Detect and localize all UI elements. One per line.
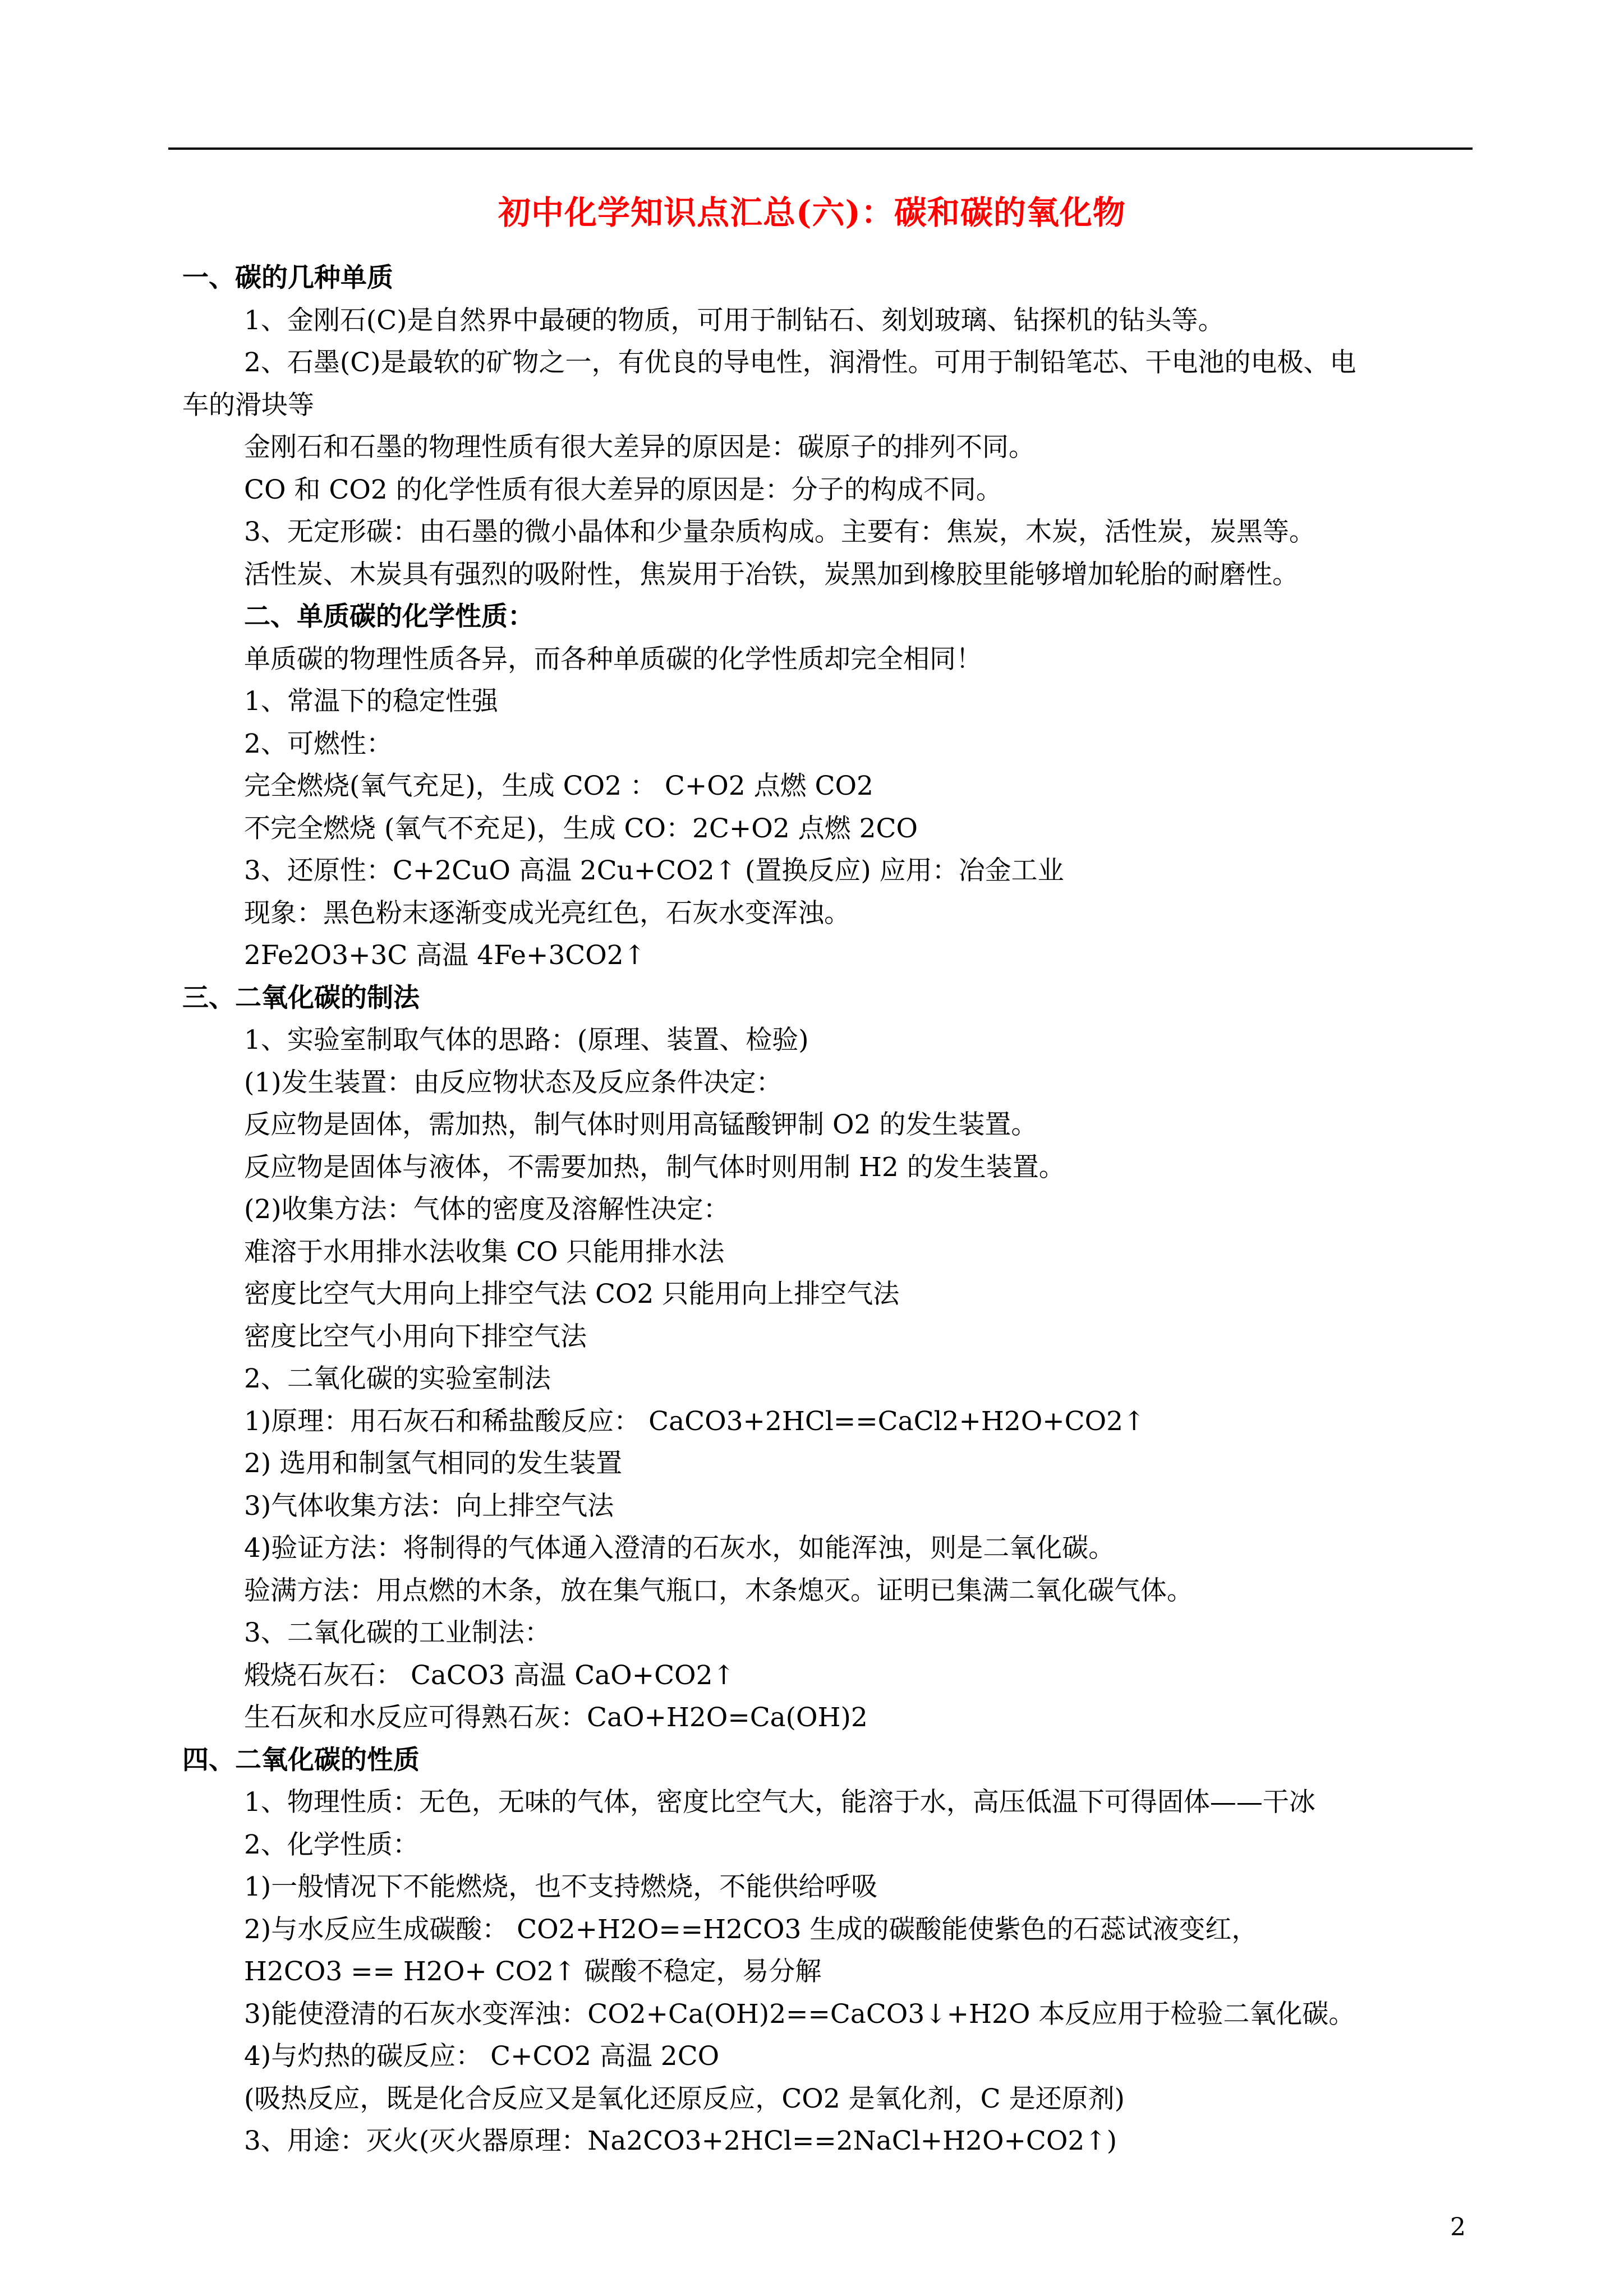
text-line: 金刚石和石墨的物理性质有很大差异的原因是：碳原子的排列不同。 — [244, 432, 1035, 463]
text-line: (2)收集方法：气体的密度及溶解性决定： — [244, 1194, 730, 1225]
text-line: 验满方法：用点燃的木条，放在集气瓶口，木条熄灭。证明已集满二氧化碳气体。 — [244, 1575, 1193, 1606]
section-heading: 一、碳的几种单质 — [182, 262, 393, 293]
text-line: 车的滑块等 — [182, 389, 314, 421]
text-line: 现象：黑色粉末逐渐变成光亮红色，石灰水变浑浊。 — [244, 897, 850, 929]
text-line: 1、物理性质：无色，无味的气体，密度比空气大，能溶于水，高压低温下可得固体——干冰 — [244, 1787, 1315, 1818]
text-line: 1)原理：用石灰石和稀盐酸反应： CaCO3+2HCl==CaCl2+H2O+CO2↑ — [244, 1405, 1145, 1437]
text-line: 3、还原性：C+2CuO 高温 2Cu+CO2↑ (置换反应) 应用：冶金工业 — [244, 855, 1064, 886]
text-line: 3、二氧化碳的工业制法： — [244, 1617, 551, 1648]
text-line: CO 和 CO2 的化学性质有很大差异的原因是：分子的构成不同。 — [244, 474, 1002, 505]
text-line: 密度比空气小用向下排空气法 — [244, 1321, 587, 1352]
text-line: 2、石墨(C)是最软的矿物之一，有优良的导电性，润滑性。可用于制铅笔芯、干电池的电极、电 — [244, 347, 1356, 378]
text-line: 反应物是固体，需加热，制气体时则用高锰酸钾制 O2 的发生装置。 — [244, 1109, 1038, 1140]
header-rule — [168, 147, 1473, 150]
text-line: 生石灰和水反应可得熟石灰：CaO+H2O=Ca(OH)2 — [244, 1702, 868, 1733]
text-line: 1)一般情况下不能燃烧，也不支持燃烧，不能供给呼吸 — [244, 1871, 878, 1902]
text-line: 活性炭、木炭具有强烈的吸附性，焦炭用于冶铁，炭黑加到橡胶里能够增加轮胎的耐磨性。 — [244, 559, 1299, 590]
text-line: 2) 选用和制氢气相同的发生装置 — [244, 1448, 623, 1479]
page-number: 2 — [1450, 2213, 1466, 2242]
section-heading: 二、单质碳的化学性质： — [244, 601, 534, 632]
text-line: 4)与灼热的碳反应： C+CO2 高温 2CO — [244, 2041, 720, 2072]
text-line: (吸热反应，既是化合反应又是氧化还原反应，CO2 是氧化剂，C 是还原剂) — [244, 2083, 1125, 2114]
text-line: 完全燃烧(氧气充足)，生成 CO2 ： C+O2 点燃 CO2 — [244, 771, 873, 801]
page-title: 初中化学知识点汇总(六)：碳和碳的氧化物 — [498, 193, 1126, 232]
text-line: 3、用途：灭火(灭火器原理：Na2CO3+2HCl==2NaCl+H2O+CO2↑) — [244, 2126, 1117, 2156]
section-heading: 四、二氧化碳的性质 — [182, 1744, 420, 1776]
section-heading: 三、二氧化碳的制法 — [182, 982, 420, 1013]
text-line: 2、二氧化碳的实验室制法 — [244, 1363, 551, 1394]
text-line: 4)验证方法：将制得的气体通入澄清的石灰水，如能浑浊，则是二氧化碳。 — [244, 1533, 1115, 1564]
text-line: 2)与水反应生成碳酸： CO2+H2O==H2CO3 生成的碳酸能使紫色的石蕊试液变红， — [244, 1914, 1258, 1945]
text-line: 3、无定形碳：由石墨的微小晶体和少量杂质构成。主要有：焦炭，木炭，活性炭，炭黑等。 — [244, 517, 1315, 547]
text-line: 煅烧石灰石： CaCO3 高温 CaO+CO2↑ — [244, 1659, 735, 1691]
text-line: 2、化学性质： — [244, 1829, 419, 1860]
text-line: 1、实验室制取气体的思路：(原理、装置、检验) — [244, 1025, 809, 1055]
text-line: 反应物是固体与液体，不需要加热，制气体时则用制 H2 的发生装置。 — [244, 1151, 1065, 1183]
document-body — [182, 257, 1456, 2163]
text-line: 单质碳的物理性质各异，而各种单质碳的化学性质却完全相同！ — [244, 643, 982, 675]
text-line: 3)气体收集方法：向上排空气法 — [244, 1490, 614, 1522]
text-line: 2、可燃性： — [244, 728, 393, 759]
text-line: 1、金刚石(C)是自然界中最硬的物质，可用于制钻石、刻划玻璃、钻探机的钻头等。 — [244, 305, 1225, 336]
text-line: 不完全燃烧 (氧气不充足)，生成 CO：2C+O2 点燃 2CO — [244, 813, 918, 844]
text-line: 3)能使澄清的石灰水变浑浊：CO2+Ca(OH)2==CaCO3↓+H2O 本反应用于检验二氧化碳。 — [244, 1998, 1355, 2030]
text-line: (1)发生装置：由反应物状态及反应条件决定： — [244, 1067, 783, 1098]
text-line: 2Fe2O3+3C 高温 4Fe+3CO2↑ — [244, 940, 646, 971]
text-line: 1、常温下的稳定性强 — [244, 686, 498, 717]
text-line: H2CO3 == H2O+ CO2↑ 碳酸不稳定，易分解 — [244, 1956, 822, 1987]
text-line: 密度比空气大用向上排空气法 CO2 只能用向上排空气法 — [244, 1279, 900, 1310]
text-line: 难溶于水用排水法收集 CO 只能用排水法 — [244, 1236, 725, 1267]
